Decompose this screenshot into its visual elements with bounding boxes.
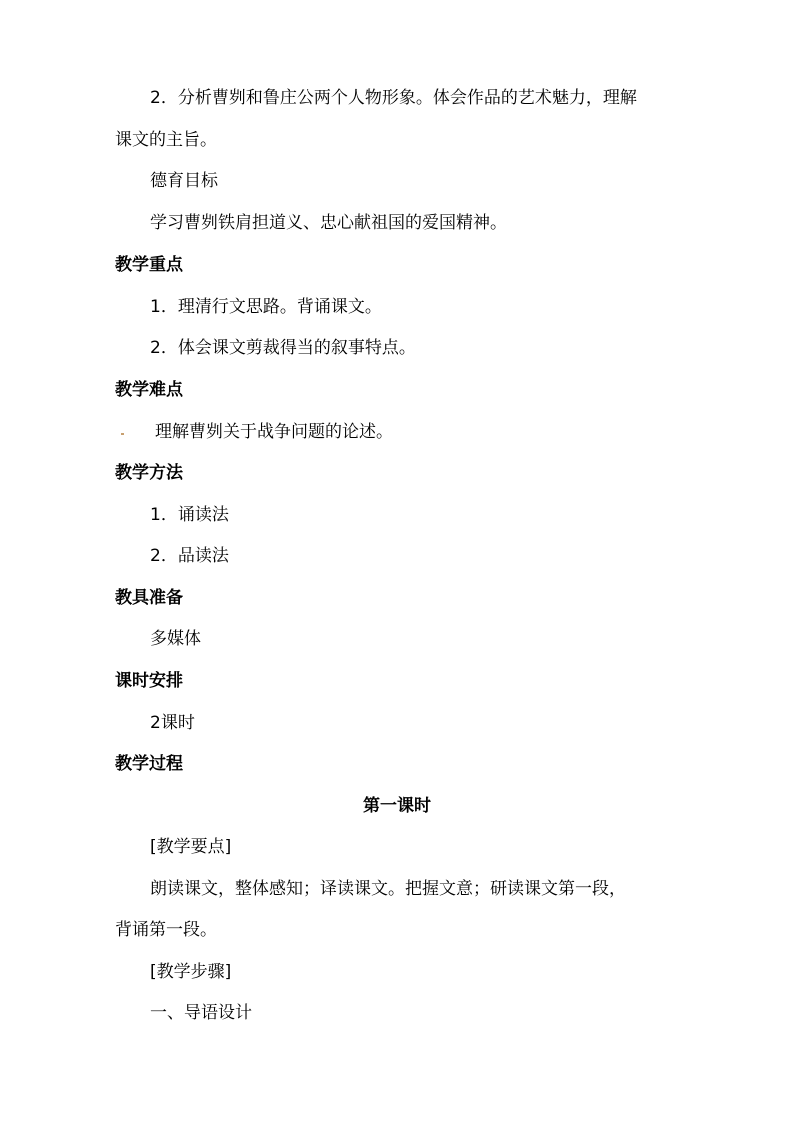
method-2: 2．品读法: [150, 546, 229, 566]
key-points-heading: 教学重点: [115, 255, 183, 275]
teaching-points-line-2: 背诵第一段。: [115, 920, 217, 940]
teaching-steps-label: [教学步骤]: [150, 962, 232, 982]
teaching-points-line-1: 朗读课文，整体感知；译读课文。把握文意；研读课文第一段，: [150, 879, 626, 899]
key-point-1: 1．理清行文思路。背诵课文。: [150, 297, 382, 317]
objective-2-line-2: 课文的主旨。: [115, 130, 217, 150]
step-1-heading: 一、导语设计: [150, 1003, 252, 1023]
moral-goal-label: 德育目标: [150, 171, 218, 191]
moral-goal-text: 学习曹刿铁肩担道义、忠心献祖国的爱国精神。: [150, 213, 507, 233]
process-heading: 教学过程: [115, 754, 183, 774]
key-point-2: 2．体会课文剪裁得当的叙事特点。: [150, 338, 416, 358]
method-1: 1．诵读法: [150, 505, 229, 525]
objective-2-line-1: 2．分析曹刿和鲁庄公两个人物形象。体会作品的艺术魅力，理解: [150, 88, 637, 108]
teaching-points-label: [教学要点]: [150, 837, 232, 857]
lesson-1-title: 第一课时: [363, 796, 431, 816]
difficulty-text: 理解曹刿关于战争问题的论述。: [155, 422, 393, 442]
method-heading: 教学方法: [115, 463, 183, 483]
schedule-heading: 课时安排: [115, 671, 183, 691]
tools-text: 多媒体: [150, 629, 201, 649]
schedule-text: 2课时: [150, 713, 195, 733]
tools-heading: 教具准备: [115, 588, 183, 608]
stray-mark: [121, 433, 124, 435]
difficulty-heading: 教学难点: [115, 380, 183, 400]
